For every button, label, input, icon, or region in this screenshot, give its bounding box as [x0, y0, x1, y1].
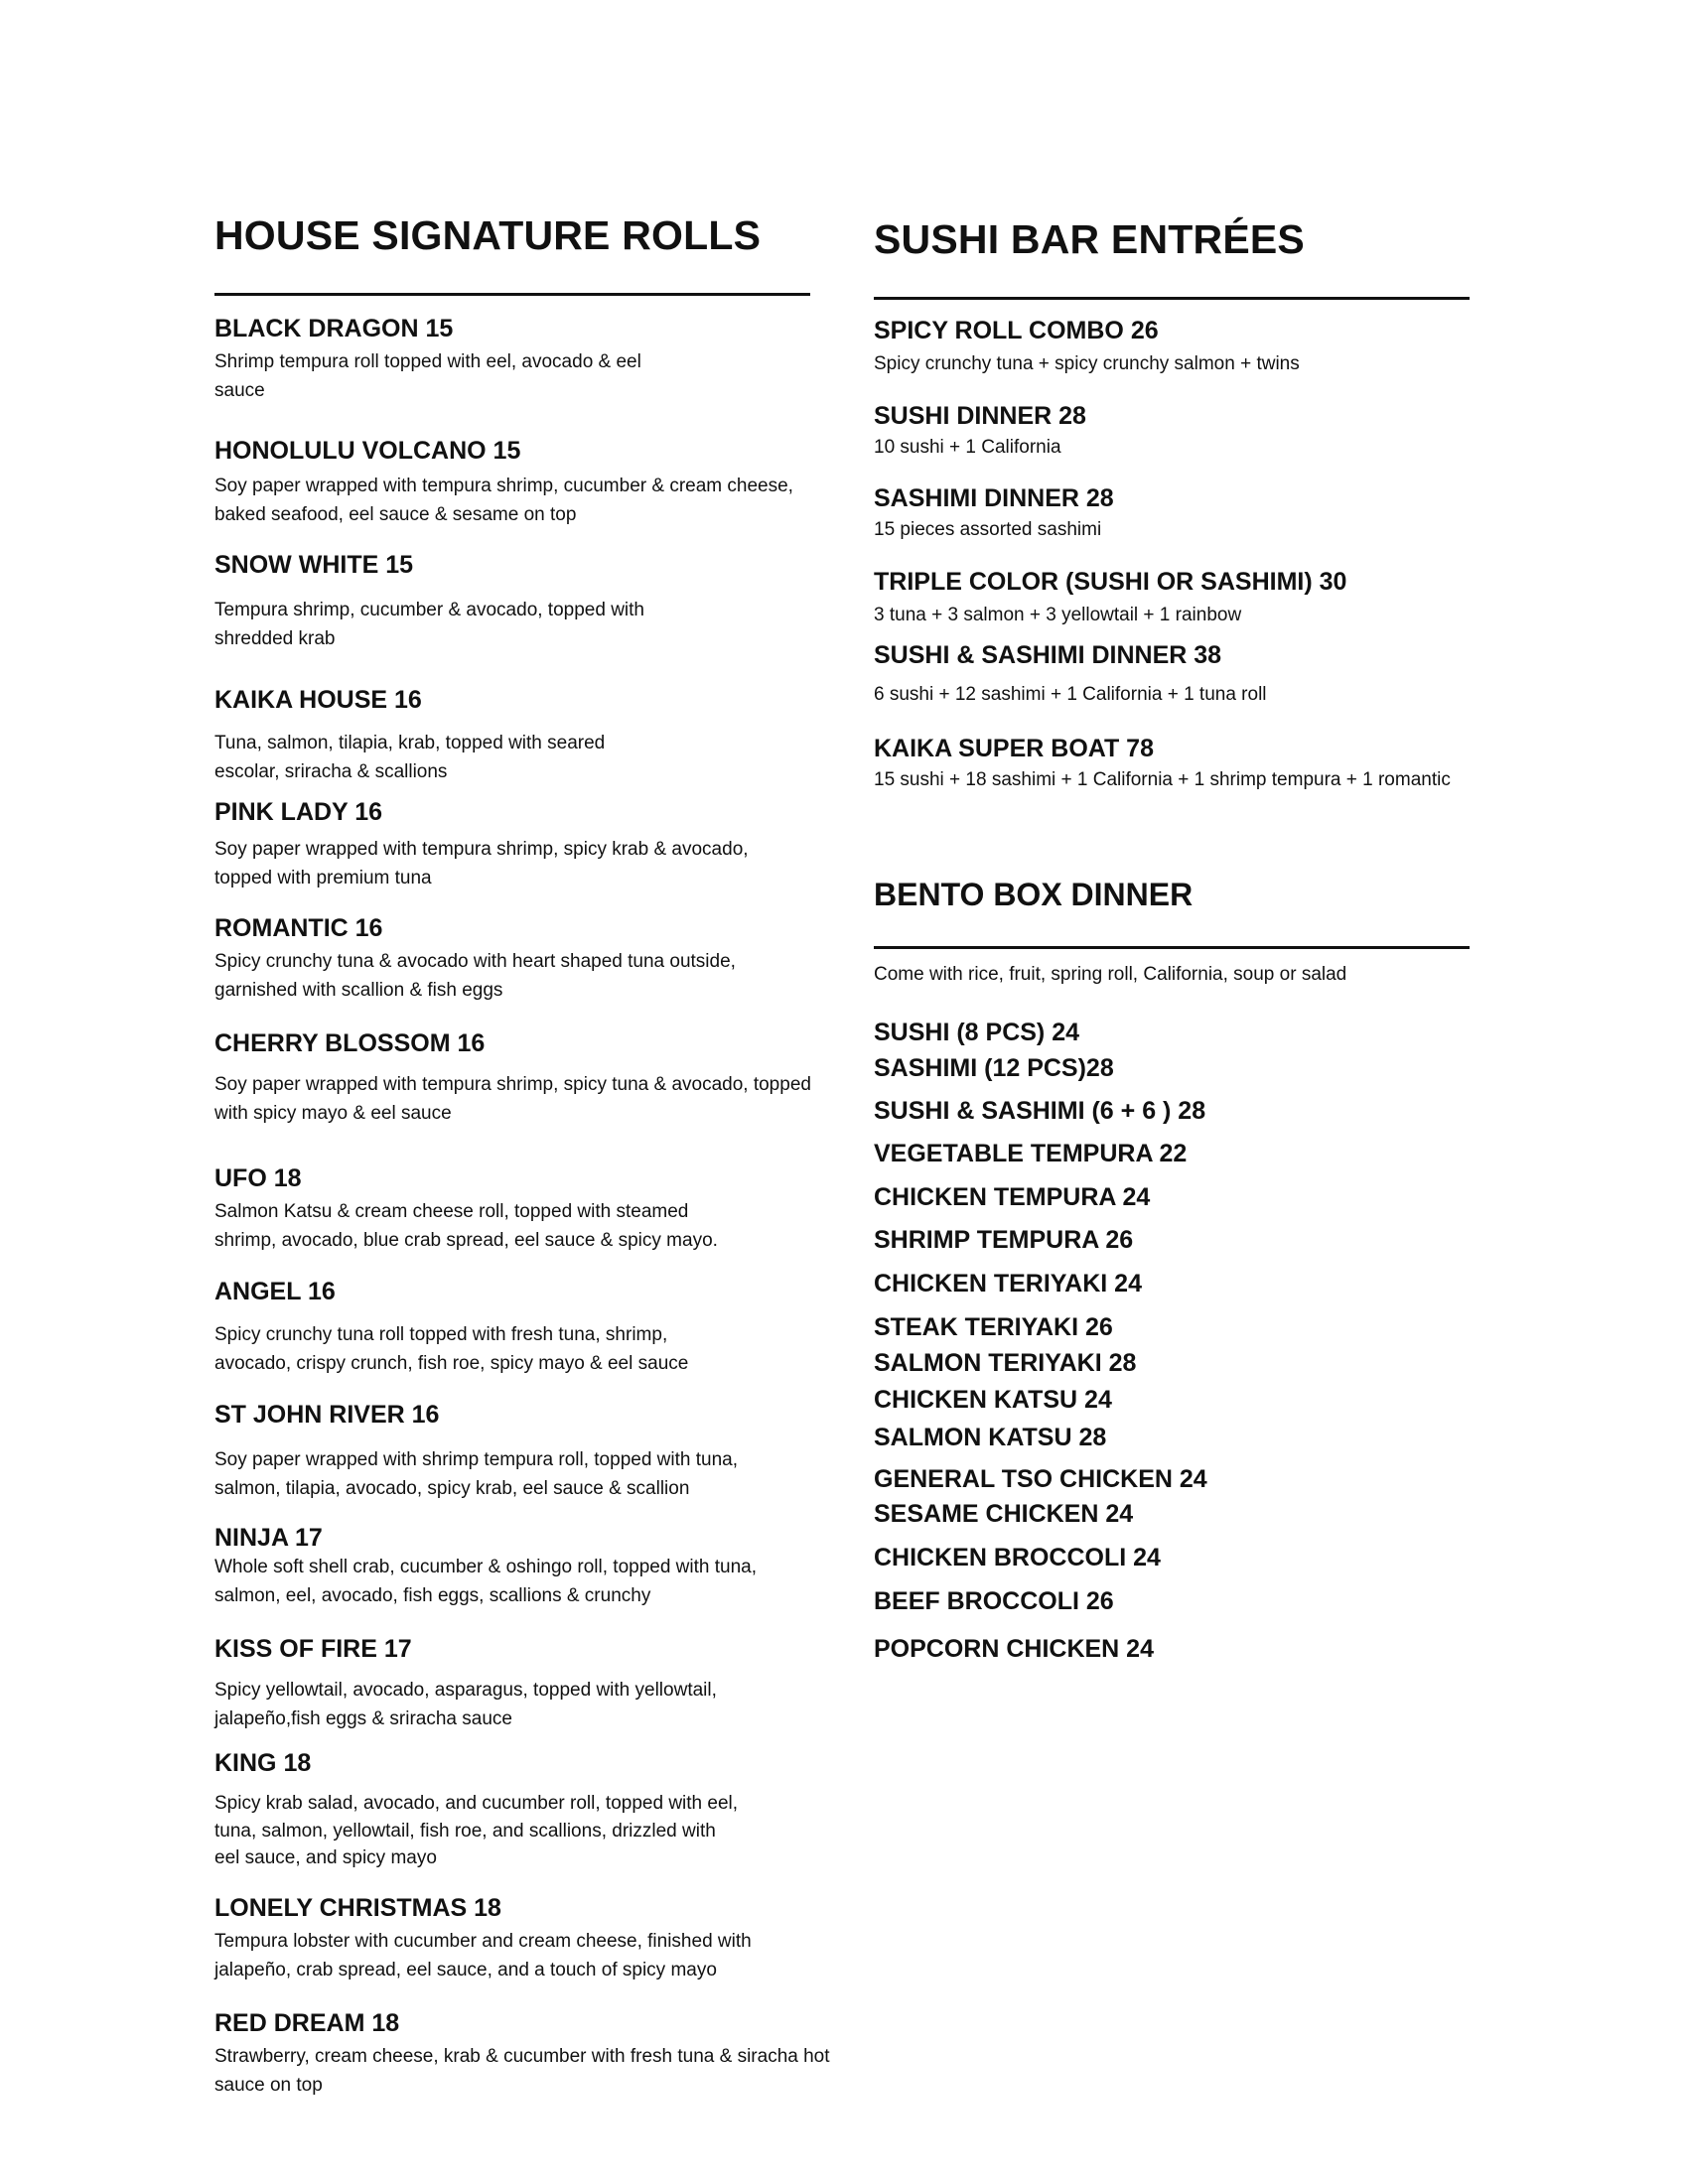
item-desc: 15 sushi + 18 sashimi + 1 California + 1 shrimp tempura + 1 romantic: [874, 769, 1451, 790]
item-name: KING 18: [214, 1749, 312, 1777]
desc-line: Spicy crunchy tuna roll topped with fresh tuna, shrimp,: [214, 1324, 668, 1345]
item-desc: 10 sushi + 1 California: [874, 437, 1061, 458]
bento-item: CHICKEN BROCCOLI 24: [874, 1544, 1161, 1571]
desc-line: Soy paper wrapped with shrimp tempura roll, topped with tuna,: [214, 1449, 738, 1470]
item-desc: [214, 1070, 860, 1129]
item-desc: [214, 1790, 860, 1872]
menu-item: [874, 567, 1489, 629]
item-desc: 15 pieces assorted sashimi: [874, 519, 1102, 540]
item-name: CHERRY BLOSSOM 16: [214, 1029, 486, 1057]
item-desc: 6 sushi + 12 sashimi + 1 California + 1 tuna roll: [874, 684, 1267, 705]
desc-line: avocado, crispy crunch, fish roe, spicy mayo & eel sauce: [214, 1353, 689, 1375]
item-desc: 3 tuna + 3 salmon + 3 yellowtail + 1 rainbow: [874, 605, 1242, 625]
item-name: RED DREAM 18: [214, 2009, 400, 2037]
desc-line: Tuna, salmon, tilapia, krab, topped with seared: [214, 733, 606, 753]
desc-line: Spicy crunchy tuna & avocado with heart shaped tuna outside,: [214, 951, 736, 972]
desc-line: sauce on top: [214, 2075, 323, 2097]
item-name: TRIPLE COLOR (SUSHI OR SASHIMI) 30: [874, 568, 1347, 596]
menu-item: [214, 1634, 860, 1734]
desc-line: shrimp, avocado, blue crab spread, eel sauce & spicy mayo.: [214, 1230, 718, 1252]
item-desc: [214, 1553, 860, 1611]
desc-line: Soy paper wrapped with tempura shrimp, spicy tuna & avocado, topped: [214, 1074, 811, 1095]
menu-item: [214, 685, 860, 787]
bento-item: GENERAL TSO CHICKEN 24: [874, 1465, 1207, 1493]
item-name: SASHIMI DINNER 28: [874, 484, 1114, 512]
menu-item: [874, 316, 1489, 378]
desc-line: with spicy mayo & eel sauce: [214, 1103, 452, 1125]
desc-line: jalapeño, crab spread, eel sauce, and a touch of spicy mayo: [214, 1960, 717, 1981]
item-desc: [214, 472, 860, 530]
bento-item: BEEF BROCCOLI 26: [874, 1587, 1114, 1615]
menu-item: [214, 1163, 860, 1256]
menu-item: [874, 640, 1489, 709]
item-name: ST JOHN RIVER 16: [214, 1401, 440, 1429]
menu-item: [214, 1028, 860, 1129]
desc-line: Soy paper wrapped with tempura shrimp, cucumber & cream cheese,: [214, 476, 793, 496]
bento-item: VEGETABLE TEMPURA 22: [874, 1140, 1188, 1167]
bento-divider: [874, 946, 1470, 949]
item-desc: [214, 835, 860, 893]
house-rolls-title: HOUSE SIGNATURE ROLLS: [214, 212, 762, 258]
sushi-bar-divider: [874, 297, 1470, 300]
desc-line: Soy paper wrapped with tempura shrimp, spicy krab & avocado,: [214, 839, 749, 860]
desc-line: Shrimp tempura roll topped with eel, avocado & eel: [214, 351, 641, 372]
item-desc: [214, 729, 860, 787]
item-name: SNOW WHITE 15: [214, 551, 414, 579]
item-name: SUSHI & SASHIMI DINNER 38: [874, 641, 1222, 669]
item-desc: [214, 1676, 860, 1734]
sushi-bar-title: SUSHI BAR ENTRÉES: [874, 216, 1305, 262]
house-rolls-divider: [214, 293, 810, 296]
desc-line: Spicy yellowtail, avocado, asparagus, topped with yellowtail,: [214, 1680, 717, 1701]
item-desc: [214, 596, 860, 654]
bento-item: SUSHI (8 PCS) 24: [874, 1019, 1080, 1046]
desc-line: baked seafood, eel sauce & sesame on top: [214, 504, 577, 526]
desc-line: Spicy krab salad, avocado, and cucumber roll, topped with eel,: [214, 1793, 739, 1814]
item-desc: [214, 1320, 860, 1379]
item-name: KAIKA HOUSE 16: [214, 686, 422, 714]
item-desc: [214, 347, 860, 406]
item-desc: [214, 947, 860, 1006]
menu-item: [214, 913, 860, 1006]
bento-title: BENTO BOX DINNER: [874, 877, 1194, 912]
item-name: KISS OF FIRE 17: [214, 1635, 412, 1663]
desc-line: tuna, salmon, yellowtail, fish roe, and scallions, drizzled with: [214, 1820, 716, 1842]
desc-line: eel sauce, and spicy mayo: [214, 1847, 437, 1869]
bento-item: SASHIMI (12 PCS)28: [874, 1054, 1114, 1082]
item-desc: [214, 2042, 860, 2101]
desc-line: escolar, sriracha & scallions: [214, 761, 448, 783]
item-desc: [214, 1927, 860, 1985]
menu-item: [214, 797, 860, 893]
desc-line: Whole soft shell crab, cucumber & oshingo roll, topped with tuna,: [214, 1557, 758, 1577]
item-desc: [214, 1445, 860, 1504]
item-name: PINK LADY 16: [214, 798, 383, 826]
desc-line: salmon, tilapia, avocado, spicy krab, eel sauce & scallion: [214, 1478, 690, 1500]
item-name: BLACK DRAGON 15: [214, 315, 454, 342]
menu-item: [214, 1893, 860, 1985]
item-name: KAIKA SUPER BOAT 78: [874, 735, 1154, 762]
bento-note: Come with rice, fruit, spring roll, California, soup or salad: [874, 964, 1347, 985]
menu-item: [214, 436, 860, 530]
item-name: ANGEL 16: [214, 1278, 336, 1305]
item-desc: Spicy crunchy tuna + spicy crunchy salmon + twins: [874, 353, 1300, 374]
menu-item: [214, 1523, 860, 1611]
desc-line: sauce: [214, 380, 265, 402]
item-name: UFO 18: [214, 1164, 302, 1192]
menu-item: [214, 314, 860, 406]
desc-line: Strawberry, cream cheese, krab & cucumber with fresh tuna & siracha hot: [214, 2046, 830, 2067]
bento-item: CHICKEN TEMPURA 24: [874, 1183, 1151, 1211]
bento-item: SUSHI & SASHIMI (6 + 6 ) 28: [874, 1097, 1206, 1125]
menu-item: [874, 483, 1489, 544]
desc-line: salmon, eel, avocado, fish eggs, scallions & crunchy: [214, 1585, 651, 1607]
desc-line: Tempura lobster with cucumber and cream cheese, finished with: [214, 1931, 752, 1952]
menu-item: [214, 550, 860, 654]
menu-item: [214, 2008, 860, 2101]
desc-line: garnished with scallion & fish eggs: [214, 980, 503, 1002]
bento-section: [874, 876, 1489, 913]
bento-item: POPCORN CHICKEN 24: [874, 1635, 1154, 1663]
item-name: NINJA 17: [214, 1524, 323, 1552]
menu-item: [874, 401, 1489, 462]
bento-item: CHICKEN KATSU 24: [874, 1386, 1112, 1414]
menu-item: [214, 1277, 860, 1379]
desc-line: Salmon Katsu & cream cheese roll, topped with steamed: [214, 1201, 689, 1222]
item-desc: [214, 1197, 860, 1256]
bento-item: SALMON KATSU 28: [874, 1424, 1107, 1451]
item-name: LONELY CHRISTMAS 18: [214, 1894, 501, 1922]
bento-item: STEAK TERIYAKI 26: [874, 1313, 1113, 1341]
desc-line: jalapeño,fish eggs & sriracha sauce: [214, 1708, 512, 1730]
bento-item: CHICKEN TERIYAKI 24: [874, 1270, 1142, 1297]
item-name: ROMANTIC 16: [214, 914, 383, 942]
desc-line: Tempura shrimp, cucumber & avocado, topped with: [214, 600, 644, 620]
menu-item: [214, 1748, 860, 1872]
menu-item: [874, 734, 1489, 794]
bento-item: SHRIMP TEMPURA 26: [874, 1226, 1134, 1254]
menu-item: [214, 1400, 860, 1504]
desc-line: shredded krab: [214, 628, 336, 650]
item-name: HONOLULU VOLCANO 15: [214, 437, 521, 465]
item-name: SPICY ROLL COMBO 26: [874, 317, 1159, 344]
desc-line: topped with premium tuna: [214, 868, 432, 889]
bento-item: SESAME CHICKEN 24: [874, 1500, 1134, 1528]
bento-item: SALMON TERIYAKI 28: [874, 1349, 1137, 1377]
item-name: SUSHI DINNER 28: [874, 402, 1086, 430]
